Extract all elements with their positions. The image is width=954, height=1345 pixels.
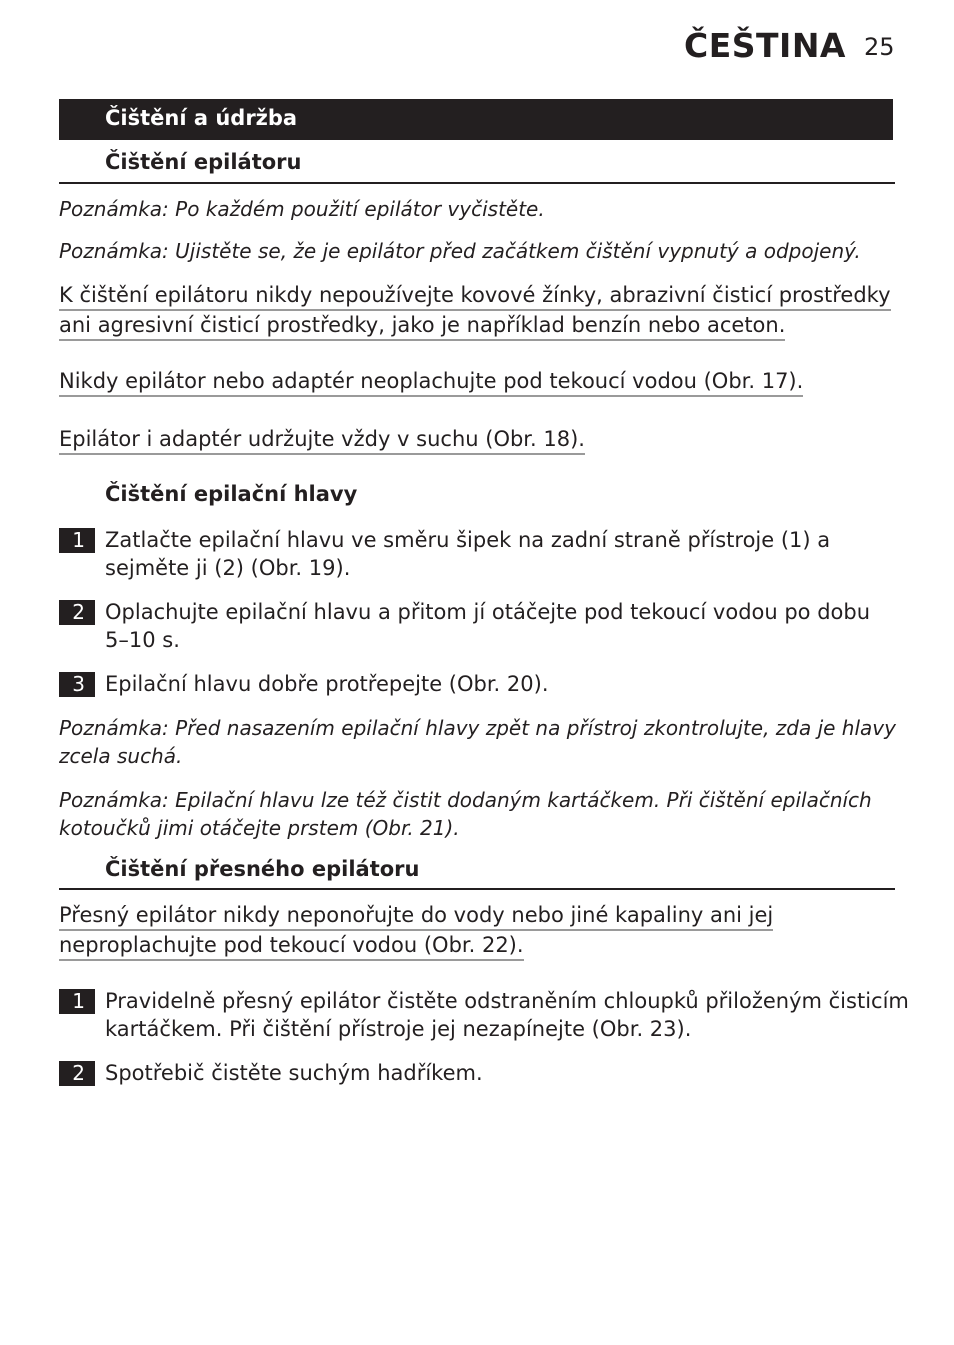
step-line: sejměte ji (2) (Obr. 19). (105, 556, 351, 580)
note-line: kotoučků jimi otáčejte prstem (Obr. 21). (59, 816, 460, 840)
step-line: Spotřebič čistěte suchým hadříkem. (105, 1061, 483, 1085)
step-line: Epilační hlavu dobře protřepejte (Obr. 20). (105, 672, 549, 696)
warning-dry (59, 425, 585, 455)
note-brush (59, 786, 872, 842)
subheading-precision: Čištění přesného epilátoru (105, 857, 420, 881)
warning-line: Přesný epilátor nikdy neponořujte do vody nebo jiné kapaliny ani jej (59, 901, 773, 931)
note-line: Poznámka: Před nasazením epilační hlavy zpět na přístroj zkontrolujte, zda je hlavy (59, 716, 896, 740)
heading-rule (59, 182, 895, 184)
step-number: 2 (59, 600, 95, 625)
subheading-epilator: Čištění epilátoru (105, 150, 302, 174)
step-line: Pravidelně přesný epilátor čistěte odstraněním chloupků přiloženým čisticím (105, 989, 909, 1013)
step-line: kartáčkem. Při čištění přístroje jej nezapínejte (Obr. 23). (105, 1017, 692, 1041)
warning-line: neproplachujte pod tekoucí vodou (Obr. 22). (59, 931, 524, 961)
step-line: Oplachujte epilační hlavu a přitom jí otáčejte pod tekoucí vodou po dobu (105, 600, 871, 624)
language-title: ČEŠTINA (684, 26, 846, 65)
page-number: 25 (864, 33, 895, 61)
step-line: Zatlačte epilační hlavu ve směru šipek na zadní straně přístroje (1) a (105, 528, 831, 552)
heading-rule (59, 888, 895, 890)
step-line: 5–10 s. (105, 628, 180, 652)
section-title: Čištění a údržba (105, 106, 298, 130)
note-after-use: Poznámka: Po každém použití epilátor vyčistěte. (59, 197, 545, 221)
warning-immerse (59, 901, 773, 961)
warning-line: ani agresivní čisticí prostředky, jako je například benzín nebo aceton. (59, 311, 785, 341)
step-text (105, 1059, 483, 1087)
step-number: 2 (59, 1061, 95, 1086)
step-number: 1 (59, 989, 95, 1014)
note-line: Poznámka: Epilační hlavu lze též čistit dodaným kartáčkem. Při čištění epilačních (59, 788, 872, 812)
warning-line: K čištění epilátoru nikdy nepoužívejte kovové žínky, abrazivní čisticí prostředky (59, 281, 891, 311)
warning-rinse (59, 367, 803, 397)
step-number: 3 (59, 672, 95, 697)
warning-line: Epilátor i adaptér udržujte vždy v suchu (Obr. 18). (59, 425, 585, 455)
step-text (105, 598, 870, 654)
step-text (105, 526, 830, 582)
step-number: 1 (59, 528, 95, 553)
step-text (105, 987, 909, 1043)
warning-line: Nikdy epilátor nebo adaptér neoplachujte pod tekoucí vodou (Obr. 17). (59, 367, 803, 397)
note-line: zcela suchá. (59, 744, 183, 768)
warning-abrasives (59, 281, 891, 341)
note-switch-off: Poznámka: Ujistěte se, že je epilátor před začátkem čištění vypnutý a odpojený. (59, 239, 861, 263)
step-text (105, 670, 549, 698)
subheading-head: Čištění epilační hlavy (105, 482, 358, 506)
note-dry-head (59, 714, 896, 770)
